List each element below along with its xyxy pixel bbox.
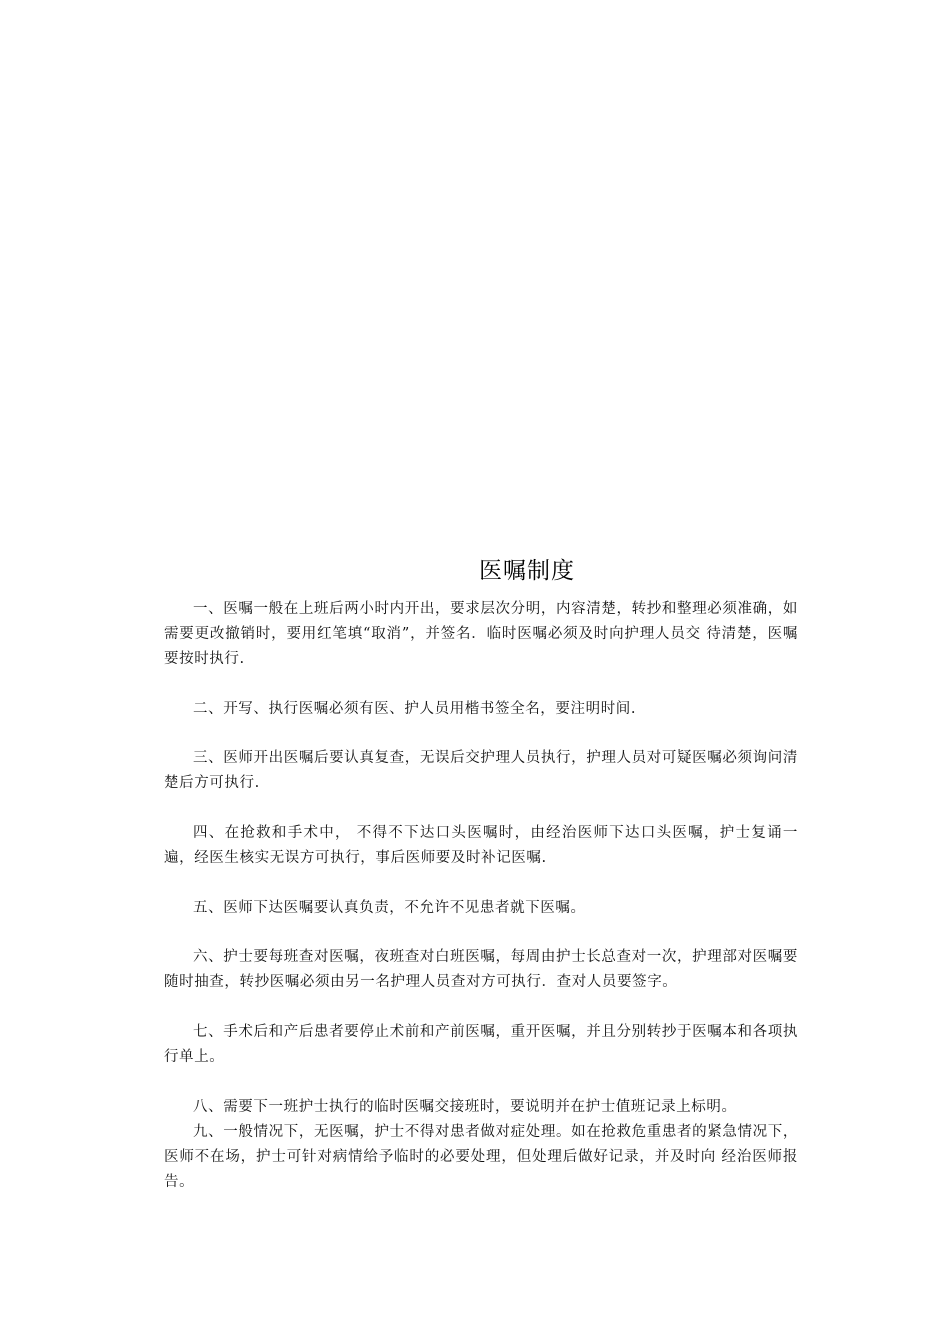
paragraph-6: 六、护士要每班查对医嘱，夜班查对白班医嘱，每周由护士长总查对一次，护理部对医嘱要随时抽查，转抄医嘱必须由另一名护理人员查对方可执行．查对人员要签字。 [164,949,798,990]
paragraph-4: 四、在抢救和手术中， 不得不下达口头医嘱时，由经治医师下达口头医嘱，护士复诵一遍，经医生核实无误方可执行，事后医师要及时补记医嘱. [164,825,798,866]
paragraph-7: 七、手术后和产后患者要停止术前和产前医嘱，重开医嘱，并且分别转抄于医嘱本和各项执行单上。 [164,1024,798,1065]
document-title: 医嘱制度 [479,558,575,584]
paragraph-2: 二、开写、执行医嘱必须有医、护人员用楷书签全名，要注明时间. [193,701,637,717]
paragraph-5: 五、医师下达医嘱要认真负责，不允许不见患者就下医嘱。 [193,900,586,916]
paragraph-9: 九、一般情况下，无医嘱，护士不得对患者做对症处理。如在抢救危重患者的紧急情况下，医师不在场，护士可针对病情给予临时的必要处理，但处理后做好记录，并及时向 经治医师报告。 [164,1124,798,1190]
paragraph-3: 三、医师开出医嘱后要认真复查，无误后交护理人员执行，护理人员对可疑医嘱必须询问清楚后方可执行. [164,750,798,791]
paragraph-8: 八、需要下一班护士执行的临时医嘱交接班时，要说明并在护士值班记录上标明。 [193,1099,737,1115]
paragraph-1: 一、医嘱一般在上班后两小时内开出，要求层次分明，内容清楚，转抄和整理必须准确，如需要更改撤销时，要用红笔填“取消”，并签名．临时医嘱必须及时向护理人员交 待清楚，医嘱要按时执行. [164,601,798,667]
